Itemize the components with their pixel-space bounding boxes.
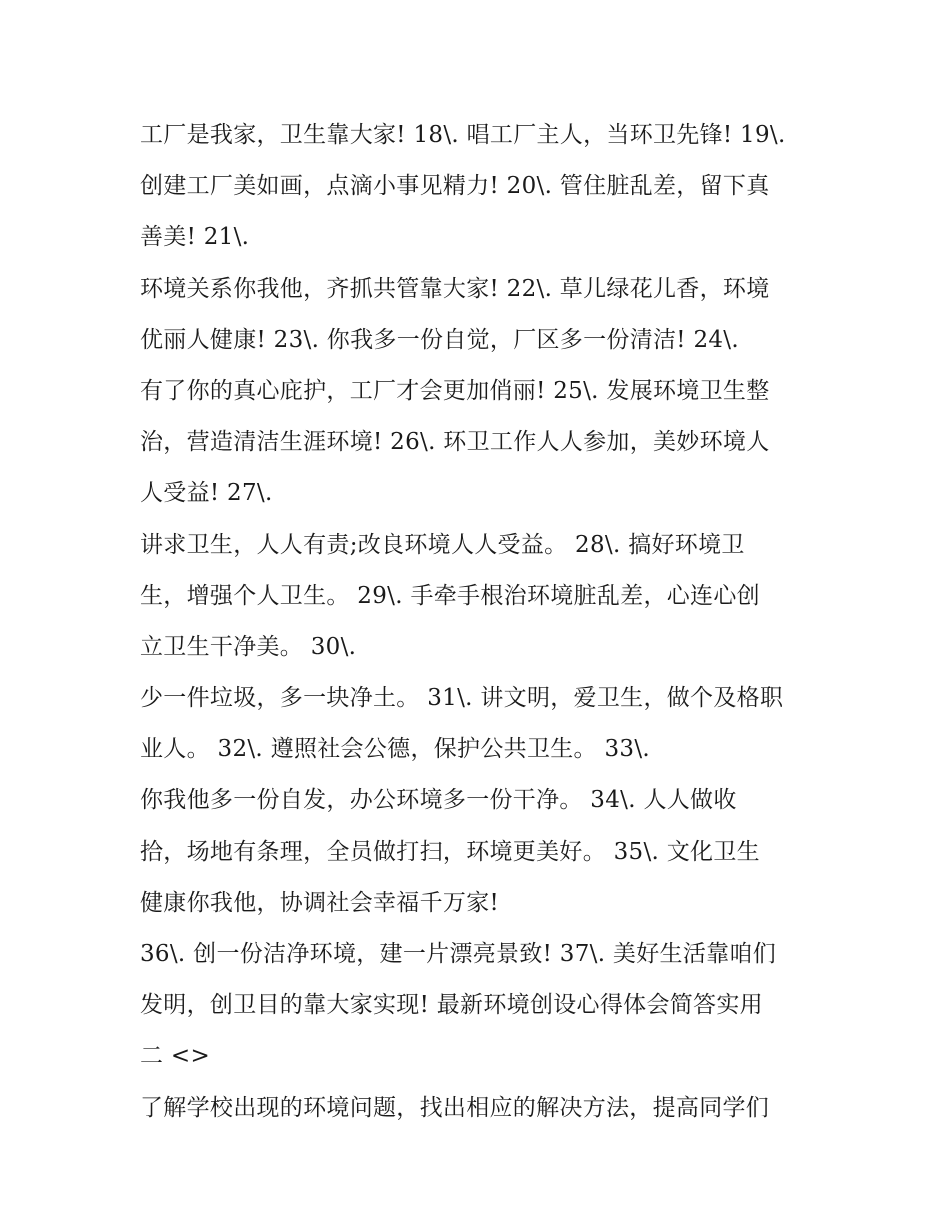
text-line: 优丽人健康! 23\. 你我多一份自觉，厂区多一份清洁! 24\.: [140, 326, 739, 353]
text-line: 讲求卫生，人人有责;改良环境人人受益。 28\. 搞好环境卫: [140, 531, 745, 558]
text-line: 二 <>: [140, 1043, 211, 1070]
text-line: 少一件垃圾，多一块净土。 31\. 讲文明，爱卫生，做个及格职: [140, 685, 784, 712]
text-line: 人受益! 27\.: [140, 480, 273, 507]
text-line: 发明，创卫目的靠大家实现! 最新环境创设心得体会简答实用: [140, 992, 763, 1019]
text-line: 业人。 32\. 遵照社会公德，保护公共卫生。 33\.: [140, 736, 650, 763]
text-line: 拾，场地有条理，全员做打扫，环境更美好。 35\. 文化卫生: [140, 838, 760, 865]
text-line: 健康你我他，协调社会幸福千万家!: [140, 889, 500, 916]
text-line: 了解学校出现的环境问题，找出相应的解决方法，提高同学们: [140, 1094, 770, 1121]
text-line: 工厂是我家，卫生靠大家! 18\. 唱工厂主人，当环卫先锋! 19\.: [140, 122, 786, 148]
text-line: 36\. 创一份洁净环境，建一片漂亮景致! 37\. 美好生活靠咱们: [140, 941, 777, 967]
text-line: 有了你的真心庇护，工厂才会更加俏丽! 25\. 发展环境卫生整: [140, 377, 770, 404]
text-line: 你我他多一份自发，办公环境多一份干净。 34\. 人人做收: [140, 787, 737, 814]
text-line: 立卫生干净美。 30\.: [140, 633, 357, 660]
text-line: 善美! 21\.: [140, 224, 250, 251]
document-body: [140, 110, 830, 1134]
text-line: 生，增强个人卫生。 29\. 手牵手根治环境脏乱差，心连心创: [140, 582, 760, 609]
text-line: 环境关系你我他，齐抓共管靠大家! 22\. 草儿绿花儿香，环境: [140, 275, 770, 302]
text-line: 创建工厂美如画，点滴小事见精力! 20\. 管住脏乱差，留下真: [140, 173, 770, 200]
text-line: 治，营造清洁生涯环境! 26\. 环卫工作人人参加，美妙环境人: [140, 429, 770, 456]
